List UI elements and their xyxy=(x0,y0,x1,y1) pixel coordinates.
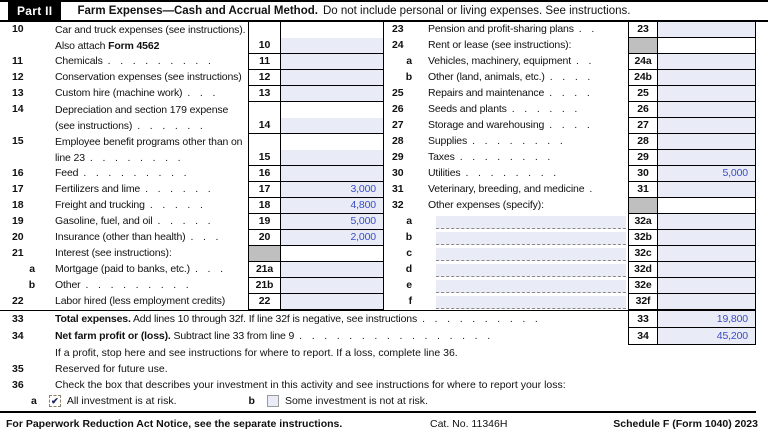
line-25-description: Repairs and maintenance . . . . xyxy=(428,87,590,99)
line-number-box-32f: 32f xyxy=(628,294,658,310)
amount-field-18[interactable]: 4,800 xyxy=(281,198,384,214)
line-36-label: Check the box that describes your investment in this activity and see instructions for where to report your loss: xyxy=(55,379,566,391)
expense-row-19 xyxy=(0,214,384,230)
expense-row-21b xyxy=(0,278,384,294)
expense-row-23 xyxy=(384,22,768,38)
line-26-description: Seeds and plants . . . . . . xyxy=(428,103,578,115)
leader-dots: . . . xyxy=(187,87,216,99)
line-number-box-33: 33 xyxy=(628,311,658,328)
expense-row-31 xyxy=(384,182,768,198)
line-number-box-20: 20 xyxy=(248,230,281,246)
expense-row-34 xyxy=(0,328,768,345)
line-number-box-12: 12 xyxy=(248,70,281,86)
amount-field-15[interactable] xyxy=(281,134,384,166)
line-13-description: Custom hire (machine work) . . . xyxy=(55,87,216,99)
line-32d-description xyxy=(420,262,628,278)
line-35-number: 35 xyxy=(12,363,24,375)
line-24-description: Rent or lease (see instructions): xyxy=(428,39,572,51)
line-11-description: Chemicals . . . . . . . . . xyxy=(55,55,211,67)
leader-dots: . . . . . . . . . xyxy=(107,55,211,67)
amount-field-25[interactable] xyxy=(658,86,756,102)
line-number-box-24 xyxy=(628,38,658,54)
amount-field-27[interactable] xyxy=(658,118,756,134)
line-19-number: 19 xyxy=(12,215,24,227)
line-29-number: 29 xyxy=(392,151,404,163)
line-21a-description: Mortgage (paid to banks, etc.) . . . xyxy=(55,263,223,275)
line-18-description: Freight and trucking . . . . . xyxy=(55,199,203,211)
line-number-box-32d: 32d xyxy=(628,262,658,278)
all-investment-at-risk-checkbox[interactable]: ✔ xyxy=(49,395,61,407)
amount-field-21b[interactable] xyxy=(281,278,384,294)
line-22-number: 22 xyxy=(12,295,24,307)
line-36-number: 36 xyxy=(12,379,24,391)
line-32b-number: b xyxy=(405,231,412,243)
leader-dots: . . . . xyxy=(549,87,590,99)
amount-field-30[interactable]: 5,000 xyxy=(658,166,756,182)
leader-dots: . . . . . . xyxy=(137,120,203,132)
blank-cell-32 xyxy=(658,198,756,214)
section-subtitle: Do not include personal or living expenses. See instructions. xyxy=(322,5,631,17)
leader-dots: . . . . . . . . xyxy=(465,167,557,179)
expenses-left-column xyxy=(0,22,384,310)
line-30-description: Utilities . . . . . . . . xyxy=(428,167,557,179)
line-16-description: Feed . . . . . . . . . xyxy=(55,167,187,179)
leader-dots: . . xyxy=(575,55,592,67)
line-15-description: Employee benefit programs other than on line 23 . . . . . . . . xyxy=(55,136,243,164)
line-number-box-15: 15 xyxy=(248,134,281,166)
line-number-box-30: 30 xyxy=(628,166,658,182)
expense-row-32d xyxy=(384,262,768,278)
expense-row-26 xyxy=(384,102,768,118)
amount-field-14[interactable] xyxy=(281,102,384,134)
line-32c-number: c xyxy=(406,247,412,259)
expense-row-32c xyxy=(384,246,768,262)
line-number-box-21b: 21b xyxy=(248,278,281,294)
amount-field-32d[interactable] xyxy=(658,262,756,278)
amount-field-33[interactable]: 19,800 xyxy=(658,311,756,328)
leader-dots: . xyxy=(589,183,593,195)
line-12-description: Conservation expenses (see instructions) xyxy=(55,71,242,83)
line-17-number: 17 xyxy=(12,183,24,195)
line-number-box-34: 34 xyxy=(628,328,658,345)
expense-row-13 xyxy=(0,86,384,102)
line-32e-number: e xyxy=(406,279,412,291)
leader-dots: . . . . . . . . . xyxy=(83,167,187,179)
expense-row-22 xyxy=(0,294,384,310)
line-number-box-23: 23 xyxy=(628,22,658,38)
line-34-number: 34 xyxy=(12,330,24,342)
blank-cell-21 xyxy=(281,246,384,262)
expense-table xyxy=(0,22,768,310)
expense-row-27 xyxy=(384,118,768,134)
line-number-box-32b: 32b xyxy=(628,230,658,246)
profit-note: If a profit, stop here and see instructions for where to report. If a loss, complete line 36. xyxy=(55,347,458,359)
line-31-number: 31 xyxy=(392,183,404,195)
line-25-number: 25 xyxy=(392,87,404,99)
expense-row-17 xyxy=(0,182,384,198)
expense-row-24a xyxy=(384,54,768,70)
line-32b-description xyxy=(420,230,628,246)
option-a-label: All investment is at risk. xyxy=(66,394,177,407)
line-19-description: Gasoline, fuel, and oil . . . . . xyxy=(55,215,211,227)
leader-dots: . . . . . xyxy=(157,215,211,227)
amount-field-32e[interactable] xyxy=(658,278,756,294)
amount-field-24b[interactable] xyxy=(658,70,756,86)
some-investment-not-at-risk-checkbox[interactable] xyxy=(267,395,279,407)
amount-field-16[interactable] xyxy=(281,166,384,182)
expenses-right-column xyxy=(384,22,768,310)
line-33-description: Total expenses. Add lines 10 through 32f. If line 32f is negative, see instructions . . . . . . . . . . xyxy=(55,313,538,325)
line-17-description: Fertilizers and lime . . . . . . xyxy=(55,183,211,195)
amount-field-21a[interactable] xyxy=(281,262,384,278)
leader-dots: . . . . . . . . xyxy=(89,152,181,164)
line-27-number: 27 xyxy=(392,119,404,131)
line-number-box-19: 19 xyxy=(248,214,281,230)
amount-field-32b[interactable] xyxy=(658,230,756,246)
other-expense-input-32a[interactable] xyxy=(436,216,626,229)
other-expense-input-32f[interactable] xyxy=(436,296,626,309)
expense-row-11 xyxy=(0,54,384,70)
line-number-box-21a: 21a xyxy=(248,262,281,278)
expense-row-32e xyxy=(384,278,768,294)
amount-field-11[interactable] xyxy=(281,54,384,70)
at-risk-options-row xyxy=(0,393,768,408)
expense-row-32b xyxy=(384,230,768,246)
leader-dots: . . . . . . . . xyxy=(472,135,563,147)
line-35-label: Reserved for future use. xyxy=(55,363,168,375)
line-number-box-31: 31 xyxy=(628,182,658,198)
line-32e-description xyxy=(420,278,628,294)
leader-dots: . . . . . . . . . . . . . . . . xyxy=(299,330,490,342)
line-number-box-32c: 32c xyxy=(628,246,658,262)
line-20-description: Insurance (other than health) . . . xyxy=(55,231,219,243)
leader-dots: . . . . . . xyxy=(511,103,578,115)
amount-field-20[interactable]: 2,000 xyxy=(281,230,384,246)
line-15-number: 15 xyxy=(12,135,24,147)
line-30-number: 30 xyxy=(392,167,404,179)
expense-row-32a xyxy=(384,214,768,230)
line-number-box-27: 27 xyxy=(628,118,658,134)
line-number-box-18: 18 xyxy=(248,198,281,214)
line-36-row xyxy=(0,378,768,393)
line-23-description: Pension and profit-sharing plans . . xyxy=(428,23,595,35)
leader-dots: . . . . . . xyxy=(145,183,211,195)
line-13-number: 13 xyxy=(12,87,24,99)
line-number-box-13: 13 xyxy=(248,86,281,102)
amount-field-28[interactable] xyxy=(658,134,756,150)
amount-field-26[interactable] xyxy=(658,102,756,118)
blank-cell-24 xyxy=(658,38,756,54)
amount-field-32f[interactable] xyxy=(658,294,756,310)
line-number-box-16: 16 xyxy=(248,166,281,182)
expense-row-15 xyxy=(0,134,384,166)
line-number-box-22: 22 xyxy=(248,294,281,310)
leader-dots: . . xyxy=(578,23,595,35)
line-14-number: 14 xyxy=(12,103,24,115)
line-28-number: 28 xyxy=(392,135,404,147)
expense-row-21 xyxy=(0,246,384,262)
amount-field-19[interactable]: 5,000 xyxy=(281,214,384,230)
leader-dots: . . . . . . . . . xyxy=(85,279,189,291)
line-32f-number: f xyxy=(408,295,412,307)
line-number-box-24b: 24b xyxy=(628,70,658,86)
expense-row-12 xyxy=(0,70,384,86)
amount-field-12[interactable] xyxy=(281,70,384,86)
expense-row-32f xyxy=(384,294,768,310)
line-32d-number: d xyxy=(405,263,412,275)
other-expense-input-32b[interactable] xyxy=(436,232,626,245)
line-22-description: Labor hired (less employment credits) xyxy=(55,295,226,307)
line-21a-number: a xyxy=(29,263,35,275)
line-number-box-11: 11 xyxy=(248,54,281,70)
leader-dots: . . . . . . . . . . xyxy=(422,313,538,325)
line-number-box-24a: 24a xyxy=(628,54,658,70)
leader-dots: . . . . . . . . xyxy=(459,151,551,163)
line-23-number: 23 xyxy=(392,23,404,35)
line-number-box-26: 26 xyxy=(628,102,658,118)
line-number-box-14: 14 xyxy=(248,102,281,134)
form-footer xyxy=(0,418,768,432)
part-ii-header xyxy=(0,2,768,22)
line-10-number: 10 xyxy=(12,23,24,35)
line-16-number: 16 xyxy=(12,167,24,179)
expense-row-28 xyxy=(384,134,768,150)
section-title: Farm Expenses—Cash and Accrual Method. xyxy=(77,5,318,17)
expense-row-21a xyxy=(0,262,384,278)
line-26-number: 26 xyxy=(392,103,404,115)
leader-dots: . . . . xyxy=(549,71,591,83)
expense-row-29 xyxy=(384,150,768,166)
line-31-description: Veterinary, breeding, and medicine . xyxy=(428,183,593,195)
leader-dots: . . . xyxy=(195,263,223,275)
leader-dots: . . . xyxy=(190,231,219,243)
expense-row-32 xyxy=(384,198,768,214)
other-expense-input-32d[interactable] xyxy=(436,264,626,277)
amount-field-13[interactable] xyxy=(281,86,384,102)
line-21-number: 21 xyxy=(12,247,24,259)
paperwork-notice: For Paperwork Reduction Act Notice, see the separate instructions. xyxy=(6,418,343,430)
option-b-label: Some investment is not at risk. xyxy=(284,394,428,407)
amount-field-32a[interactable] xyxy=(658,214,756,230)
line-32a-number: a xyxy=(406,215,412,227)
form-id-label: Schedule F (Form 1040) 2023 xyxy=(613,418,758,430)
line-18-number: 18 xyxy=(12,199,24,211)
line-number-box-32 xyxy=(628,198,658,214)
line-21-description: Interest (see instructions): xyxy=(55,247,172,259)
line-12-number: 12 xyxy=(12,71,24,83)
line-24-number: 24 xyxy=(392,39,404,51)
expense-row-16 xyxy=(0,166,384,182)
line-35-row xyxy=(0,362,768,378)
line-32-number: 32 xyxy=(392,199,404,211)
line-27-description: Storage and warehousing . . . . xyxy=(428,119,590,131)
other-expense-input-32e[interactable] xyxy=(436,280,626,293)
amount-field-23[interactable] xyxy=(658,22,756,38)
line-33-number: 33 xyxy=(12,313,24,325)
expense-row-14 xyxy=(0,102,384,134)
expense-row-18 xyxy=(0,198,384,214)
line-24b-number: b xyxy=(405,71,412,83)
amount-field-32c[interactable] xyxy=(658,246,756,262)
line-11-number: 11 xyxy=(12,55,23,67)
line-number-box-32a: 32a xyxy=(628,214,658,230)
line-number-box-10: 10 xyxy=(248,22,281,54)
option-b-letter: b xyxy=(248,394,255,407)
expense-row-20 xyxy=(0,230,384,246)
line-32a-description xyxy=(420,214,628,230)
expense-row-10 xyxy=(0,22,384,54)
amount-field-24a[interactable] xyxy=(658,54,756,70)
line-24b-description: Other (land, animals, etc.) . . . . xyxy=(428,71,591,83)
expense-row-33 xyxy=(0,311,768,328)
line-32-description: Other expenses (specify): xyxy=(428,199,544,211)
part-ii-badge: Part II xyxy=(8,2,61,21)
expense-row-24b xyxy=(384,70,768,86)
amount-field-22[interactable] xyxy=(281,294,384,310)
line-number-box-29: 29 xyxy=(628,150,658,166)
amount-field-17[interactable]: 3,000 xyxy=(281,182,384,198)
line-14-description: Depreciation and section 179 expense (see instructions) . . . . . . xyxy=(55,104,229,132)
line-21b-description: Other . . . . . . . . . xyxy=(55,279,189,291)
leader-dots: . . . . xyxy=(549,119,590,131)
line-28-description: Supplies . . . . . . . . xyxy=(428,135,563,147)
amount-field-10[interactable] xyxy=(281,22,384,54)
line-29-description: Taxes . . . . . . . . xyxy=(428,151,551,163)
other-expense-input-32c[interactable] xyxy=(436,248,626,261)
line-24a-description: Vehicles, machinery, equipment . . xyxy=(428,55,592,67)
expense-row-25 xyxy=(384,86,768,102)
line-20-number: 20 xyxy=(12,231,24,243)
expense-row-30 xyxy=(384,166,768,182)
line-number-box-28: 28 xyxy=(628,134,658,150)
amount-field-34[interactable]: 45,200 xyxy=(658,328,756,345)
line-number-box-25: 25 xyxy=(628,86,658,102)
catalog-number: Cat. No. 11346H xyxy=(430,418,508,430)
line-21b-number: b xyxy=(28,279,35,291)
line-number-box-21 xyxy=(248,246,281,262)
expense-row-24 xyxy=(384,38,768,54)
line-34-description: Net farm profit or (loss). Subtract line 33 from line 9 . . . . . . . . . . . . . . . . xyxy=(55,330,490,342)
line-32c-description xyxy=(420,246,628,262)
line-number-box-32e: 32e xyxy=(628,278,658,294)
option-a-letter: a xyxy=(31,394,37,407)
line-32f-description xyxy=(420,294,628,310)
line-10-description: Car and truck expenses (see instructions). Also attach Form 4562 xyxy=(55,24,246,52)
amount-field-31[interactable] xyxy=(658,182,756,198)
line-24a-number: a xyxy=(406,55,412,67)
line-number-box-17: 17 xyxy=(248,182,281,198)
leader-dots: . . . . . xyxy=(149,199,203,211)
footer-rule xyxy=(0,411,756,413)
amount-field-29[interactable] xyxy=(658,150,756,166)
totals-section xyxy=(0,311,768,345)
